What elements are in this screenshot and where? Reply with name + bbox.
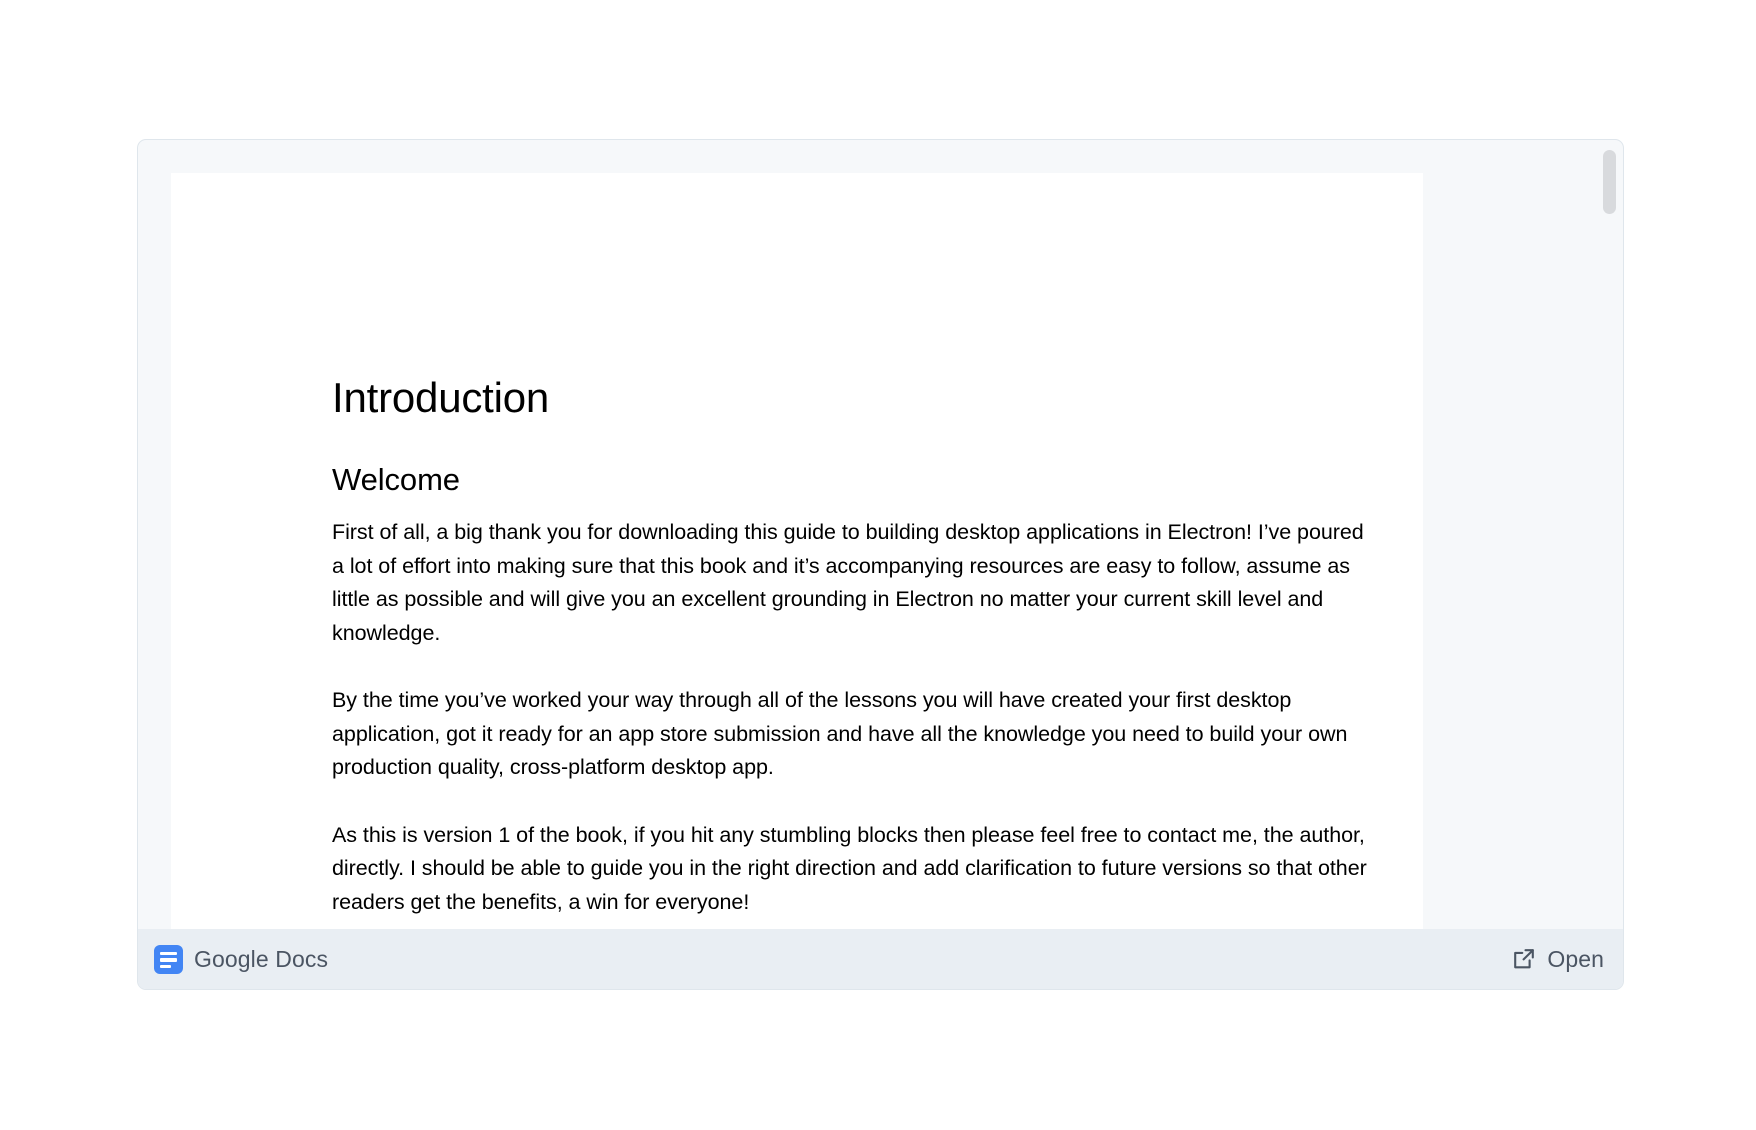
open-document-button[interactable] — [1512, 946, 1604, 973]
document-title: Introduction — [332, 374, 550, 421]
vertical-scrollbar[interactable] — [1601, 146, 1617, 924]
embed-footer-bar — [138, 929, 1623, 989]
google-docs-icon — [154, 945, 183, 974]
open-button-label: Open — [1547, 945, 1604, 972]
document-page — [171, 173, 1423, 930]
document-paragraph: As this is version 1 of the book, if you hit any stumbling blocks then please feel free to contact me, the author, directly. I should be able to guide you in the right direction and add clarification to future versions so that other readers get the benefits, a win for everyone! — [332, 822, 1367, 914]
document-embed-card — [137, 139, 1624, 990]
external-link-icon — [1512, 947, 1536, 971]
document-paragraph: First of all, a big thank you for downloading this guide to building desktop applications in Electron! I’ve poured a lot of effort into making sure that this book and it’s accompanying resources are easy to follow, assume as little as possible and will give you an excellent grounding in Electron no matter your current skill level and knowledge. — [332, 520, 1364, 645]
document-scroll-viewport[interactable] — [138, 140, 1623, 930]
document-paragraph: By the time you’ve worked your way through all of the lessons you will have created your first desktop application, got it ready for an app store submission and have all the knowledge you need to build your own production quality, cross-platform desktop app. — [332, 688, 1348, 779]
embed-source-label: Google Docs — [194, 945, 329, 972]
document-section-heading: Welcome — [332, 462, 460, 497]
embed-source — [154, 945, 328, 974]
document-paragraph-list — [332, 516, 1372, 919]
scrollbar-thumb[interactable] — [1603, 150, 1616, 214]
